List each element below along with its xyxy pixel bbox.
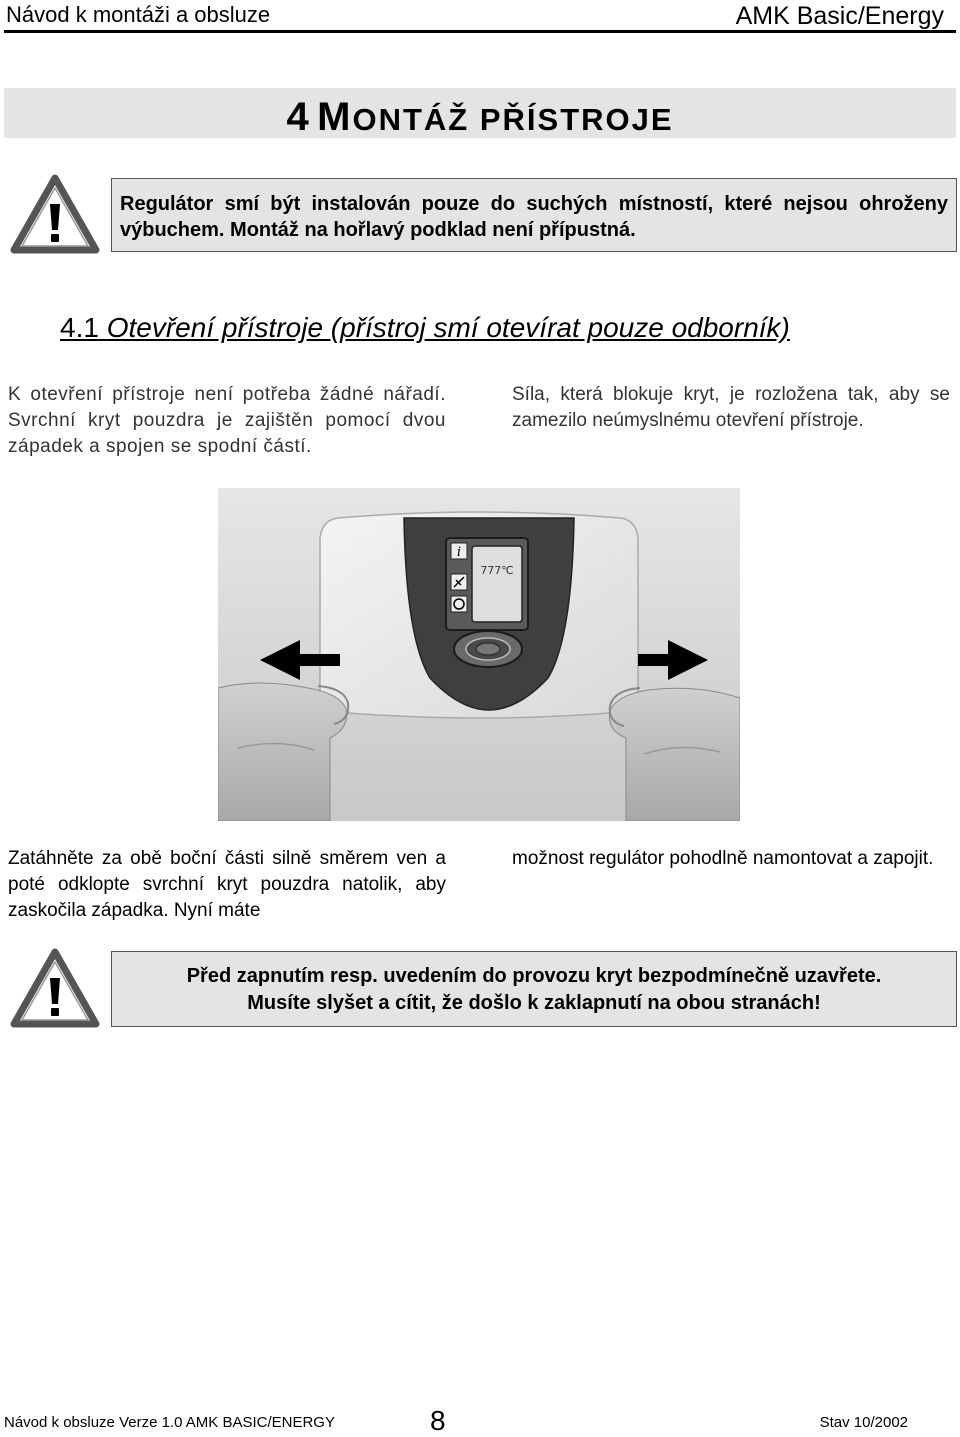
device-opening-photo (218, 488, 740, 821)
footer-page-number: 8 (430, 1405, 446, 1436)
warning-box-close-cover (111, 951, 957, 1027)
chapter-title (0, 95, 960, 140)
warning-box-installation (111, 178, 957, 252)
header-rule (4, 30, 956, 33)
section-heading (60, 312, 790, 344)
footer-status: Stav 10/2002 (819, 1414, 908, 1431)
header-right-title: AMK Basic/Energy (735, 2, 944, 30)
chapter-title-rest: ONTÁŽ PŘÍSTROJE (352, 102, 674, 137)
header-left-title: Návod k montáži a obsluze (6, 2, 271, 27)
warning-close-line1: Před zapnutím resp. uvedením do provozu kryt bezpodmínečně uzavřete. (186, 965, 882, 987)
display-readout: 777℃ (480, 564, 514, 577)
section-title: Otevření přístroje (přístroj smí otevírat pouze odborník) (106, 312, 790, 343)
svg-text:i: i (456, 545, 462, 560)
chapter-number: 4 (286, 95, 311, 139)
paragraph-mounting-continuation: možnost regulátor pohodlně namontovat a zapojit. (512, 848, 934, 869)
paragraph-pull-instructions: Zatáhněte za obě boční části silně směrem ven a poté odklopte svrchní kryt pouzdra natolik, aby zaskočila západka. Nyní máte (8, 848, 446, 921)
warning-triangle-icon (8, 172, 102, 256)
section-number: 4.1 (60, 312, 99, 343)
warning-installation-text: Regulátor smí být instalován pouze do suchých místností, které nejsou ohroženy výbuchem. Montáž na hořlavý podklad není přípustná. (120, 193, 948, 241)
chapter-title-initial: M (317, 95, 353, 139)
warning-triangle-icon (8, 946, 102, 1030)
warning-close-line2: Musíte slyšet a cítit, že došlo k zaklapnutí na obou stranách! (247, 992, 821, 1014)
footer-doc-info: Návod k obsluze Verze 1.0 AMK BASIC/ENERGY (4, 1414, 335, 1431)
paragraph-opening-intro: K otevření přístroje není potřeba žádné nářadí. Svrchní kryt pouzdra je zajištěn pomocí dvou západek a spojen se spodní částí. (8, 384, 446, 457)
paragraph-force-distribution: Síla, která blokuje kryt, je rozložena tak, aby se zamezilo neúmyslnému otevření přístroje. (512, 384, 950, 431)
